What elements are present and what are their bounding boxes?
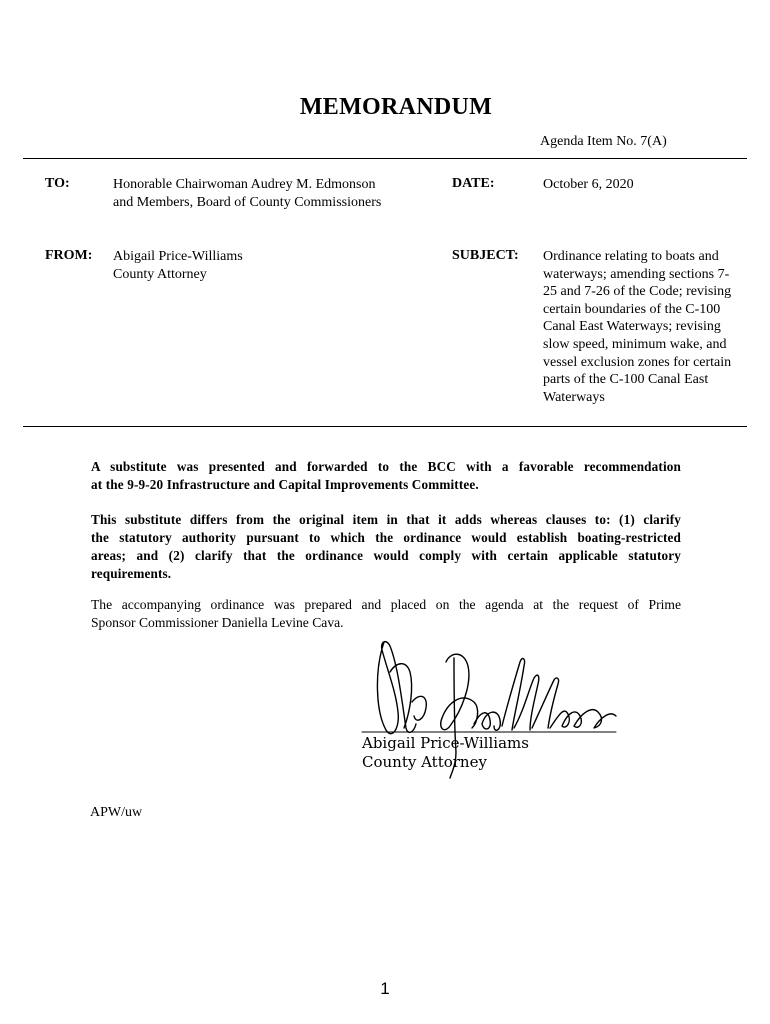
paragraph-substitute-differences xyxy=(91,511,681,583)
to-label: TO: xyxy=(45,176,70,191)
date-value: October 6, 2020 xyxy=(543,177,634,192)
paragraph-accompanying-ordinance xyxy=(91,596,681,632)
bottom-divider xyxy=(23,426,747,427)
signature-block xyxy=(354,632,624,782)
from-label: FROM: xyxy=(45,248,93,263)
from-line: Abigail Price-Williams xyxy=(113,249,243,264)
subject-line: 25 and 7-26 of the Code; revising xyxy=(543,284,732,300)
paragraph-line: The accompanying ordinance was prepared and placed on the agenda at the request of Prime xyxy=(91,597,681,612)
memo-title: MEMORANDUM xyxy=(299,94,493,120)
to-line: and Members, Board of County Commissioners xyxy=(113,194,382,210)
subject-line: waterways; amending sections 7- xyxy=(543,266,730,282)
to-value xyxy=(113,176,381,211)
paragraph-line: A substitute was presented and forwarded to the BCC with a favorable recommendation xyxy=(91,459,681,474)
paragraph-substitute-notice xyxy=(91,458,681,494)
agenda-item: Agenda Item No. 7(A) xyxy=(540,134,667,149)
subject-line: Waterways xyxy=(543,389,605,405)
paragraph-line: at the 9-9-20 Infrastructure and Capital Improvements Committee. xyxy=(91,477,479,492)
subject-value xyxy=(543,248,731,406)
subject-line: slow speed, minimum wake, and xyxy=(543,336,727,352)
paragraph-line: Sponsor Commissioner Daniella Levine Cava. xyxy=(91,615,344,630)
paragraph-line: requirements. xyxy=(91,566,172,581)
top-divider xyxy=(23,158,747,159)
page-number: 1 xyxy=(380,979,390,998)
date-label: DATE: xyxy=(452,176,495,191)
subject-line: Canal East Waterways; revising xyxy=(543,319,721,335)
signature-title: County Attorney xyxy=(362,753,487,771)
typist-initials: APW/uw xyxy=(90,805,143,820)
subject-line: Ordinance relating to boats and xyxy=(543,249,719,264)
subject-line: certain boundaries of the C-100 xyxy=(543,301,721,317)
paragraph-line: This substitute differs from the original item in that it adds whereas clauses to: (1) clarify xyxy=(91,512,681,527)
paragraph-line: the statutory authority pursuant to which the ordinance would establish boating-restricted xyxy=(91,530,681,545)
subject-line: parts of the C-100 Canal East xyxy=(543,372,709,388)
signature-name: Abigail Price-Williams xyxy=(362,734,529,752)
to-line: Honorable Chairwoman Audrey M. Edmonson xyxy=(113,177,376,192)
subject-line: vessel exclusion zones for certain xyxy=(543,354,732,370)
paragraph-line: areas; and (2) clarify that the ordinance would comply with certain applicable statutory xyxy=(91,548,681,563)
subject-label: SUBJECT: xyxy=(452,248,519,263)
from-line: County Attorney xyxy=(113,266,207,282)
from-value xyxy=(113,248,243,283)
